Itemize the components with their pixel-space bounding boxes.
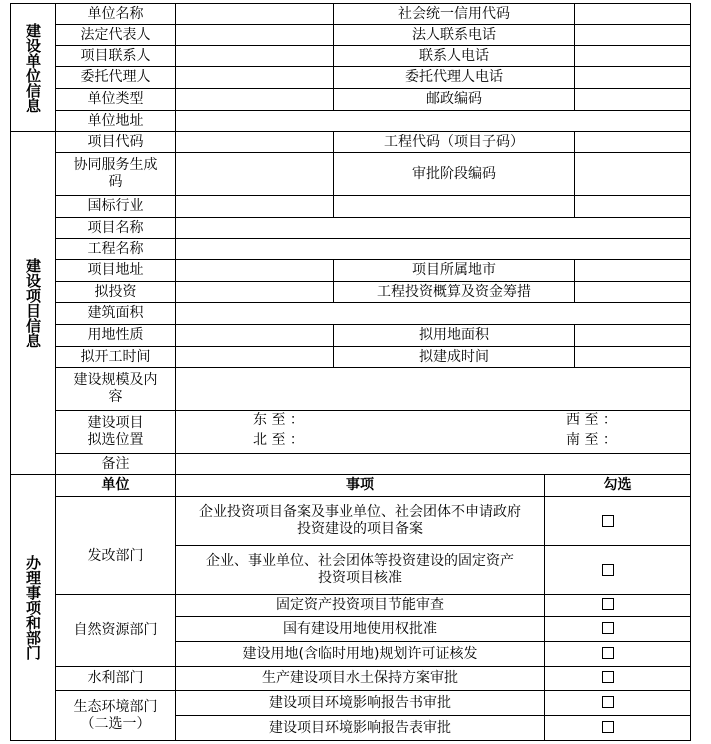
floor-area-field[interactable] — [176, 303, 690, 324]
engineering-code-field[interactable] — [575, 132, 690, 152]
label-engineering-name: 工程名称 — [87, 240, 144, 257]
planned-investment-field[interactable] — [176, 282, 333, 302]
label-project-name: 项目名称 — [87, 219, 144, 236]
matter-item: 企业投资项目备案及事业单位、社会团体不申请政府 投资建设的项目备案 — [199, 504, 521, 537]
postcode-field[interactable] — [575, 89, 690, 110]
matter-item: 企业、事业单位、社会团体等投资建设的固定资产 投资项目核准 — [206, 553, 514, 586]
matter-checkbox[interactable] — [602, 647, 614, 659]
credit-code-field[interactable] — [575, 4, 690, 24]
label-floor-area: 建筑面积 — [87, 305, 144, 321]
unit-name-field[interactable] — [176, 4, 333, 24]
project-code-field[interactable] — [176, 132, 333, 152]
collab-code-field[interactable] — [176, 153, 333, 195]
matter-item: 建设项目环境影响报告书审批 — [269, 694, 451, 711]
unit-type-field[interactable] — [176, 89, 333, 110]
land-use-field[interactable] — [176, 325, 333, 346]
label-budget-funding: 工程投资概算及资金筹措 — [377, 283, 531, 300]
project-name-field[interactable] — [176, 218, 690, 238]
label-agent-phone: 委托代理人电话 — [405, 69, 503, 85]
department-shengtai: 生态环境部门 （二选一） — [73, 698, 158, 732]
completion-time-field[interactable] — [575, 347, 690, 367]
approval-stage-code-field[interactable] — [575, 153, 690, 195]
industry-field[interactable] — [176, 196, 333, 217]
label-collab-code: 协同服务生成 码 — [73, 157, 158, 190]
header-item: 事项 — [346, 477, 374, 493]
label-start-time: 拟开工时间 — [80, 348, 151, 365]
matter-checkbox[interactable] — [602, 564, 614, 576]
label-north: 北 至 ： — [253, 432, 304, 448]
legal-rep-field[interactable] — [176, 25, 333, 45]
label-legal-rep: 法定代表人 — [80, 26, 151, 43]
label-completion-time: 拟建成时间 — [419, 348, 489, 365]
label-project-contact: 项目联系人 — [80, 47, 151, 64]
budget-funding-field[interactable] — [575, 282, 690, 302]
scale-content-field[interactable] — [176, 368, 690, 410]
label-planned-land-area: 拟用地面积 — [419, 327, 489, 343]
matter-checkbox[interactable] — [602, 622, 614, 634]
matter-item: 生产建设项目水土保持方案审批 — [262, 670, 458, 686]
label-industry: 国标行业 — [87, 198, 144, 214]
matter-item: 建设用地(含临时用地)规划许可证核发 — [242, 645, 478, 662]
matter-item: 建设项目环境影响报告表审批 — [269, 719, 451, 736]
header-check: 勾选 — [603, 477, 632, 493]
matter-checkbox[interactable] — [602, 696, 614, 708]
label-east: 东 至 ： — [253, 412, 304, 428]
contact-phone-field[interactable] — [575, 46, 690, 66]
department-shuili: 水利部门 — [87, 670, 144, 686]
label-legal-phone: 法人联系电话 — [412, 26, 496, 43]
remarks-field[interactable] — [176, 454, 690, 474]
label-west: 西 至 ： — [566, 412, 617, 428]
section-label-matters: 办理事项和部门 — [24, 555, 42, 660]
label-scale-content: 建设规模及内 容 — [73, 372, 158, 405]
label-land-use: 用地性质 — [87, 327, 144, 343]
label-approval-stage-code: 审批阶段编码 — [412, 165, 496, 182]
label-unit-type: 单位类型 — [87, 91, 144, 107]
label-agent: 委托代理人 — [80, 69, 151, 85]
matter-checkbox[interactable] — [602, 598, 614, 610]
department-ziran: 自然资源部门 — [73, 622, 158, 638]
label-unit-address: 单位地址 — [87, 112, 144, 129]
label-contact-phone: 联系人电话 — [419, 47, 489, 64]
label-credit-code: 社会统一信用代码 — [398, 5, 510, 22]
section-label-project: 建设项目信息 — [24, 258, 42, 348]
label-project-address: 项目地址 — [87, 262, 144, 278]
section-label-applicant: 建设单位信息 — [24, 22, 42, 113]
header-unit: 单位 — [101, 477, 130, 493]
matter-item: 固定资产投资项目节能审查 — [276, 597, 444, 613]
project-address-field[interactable] — [176, 260, 333, 281]
label-south: 南 至 ： — [566, 432, 617, 448]
label-site-location: 建设项目 拟选位置 — [87, 415, 144, 448]
engineering-name-field[interactable] — [176, 239, 690, 259]
label-project-city: 项目所属地市 — [412, 262, 496, 278]
project-contact-field[interactable] — [176, 46, 333, 66]
label-planned-investment: 拟投资 — [94, 283, 137, 300]
planned-land-area-field[interactable] — [575, 325, 690, 346]
matter-checkbox[interactable] — [602, 721, 614, 733]
label-remarks: 备注 — [101, 455, 130, 472]
legal-phone-field[interactable] — [575, 25, 690, 45]
label-unit-name: 单位名称 — [87, 5, 144, 22]
unit-address-field[interactable] — [176, 111, 690, 131]
label-engineering-code: 工程代码（项目子码） — [384, 133, 524, 150]
project-city-field[interactable] — [575, 260, 690, 281]
label-project-code: 项目代码 — [87, 133, 144, 150]
agent-phone-field[interactable] — [575, 67, 690, 88]
label-postcode: 邮政编码 — [426, 91, 482, 107]
matter-checkbox[interactable] — [602, 515, 614, 527]
matter-item: 国有建设用地使用权批准 — [283, 620, 437, 637]
agent-field[interactable] — [176, 67, 333, 88]
matter-checkbox[interactable] — [602, 671, 614, 683]
department-fagai: 发改部门 — [87, 547, 144, 564]
start-time-field[interactable] — [176, 347, 333, 367]
